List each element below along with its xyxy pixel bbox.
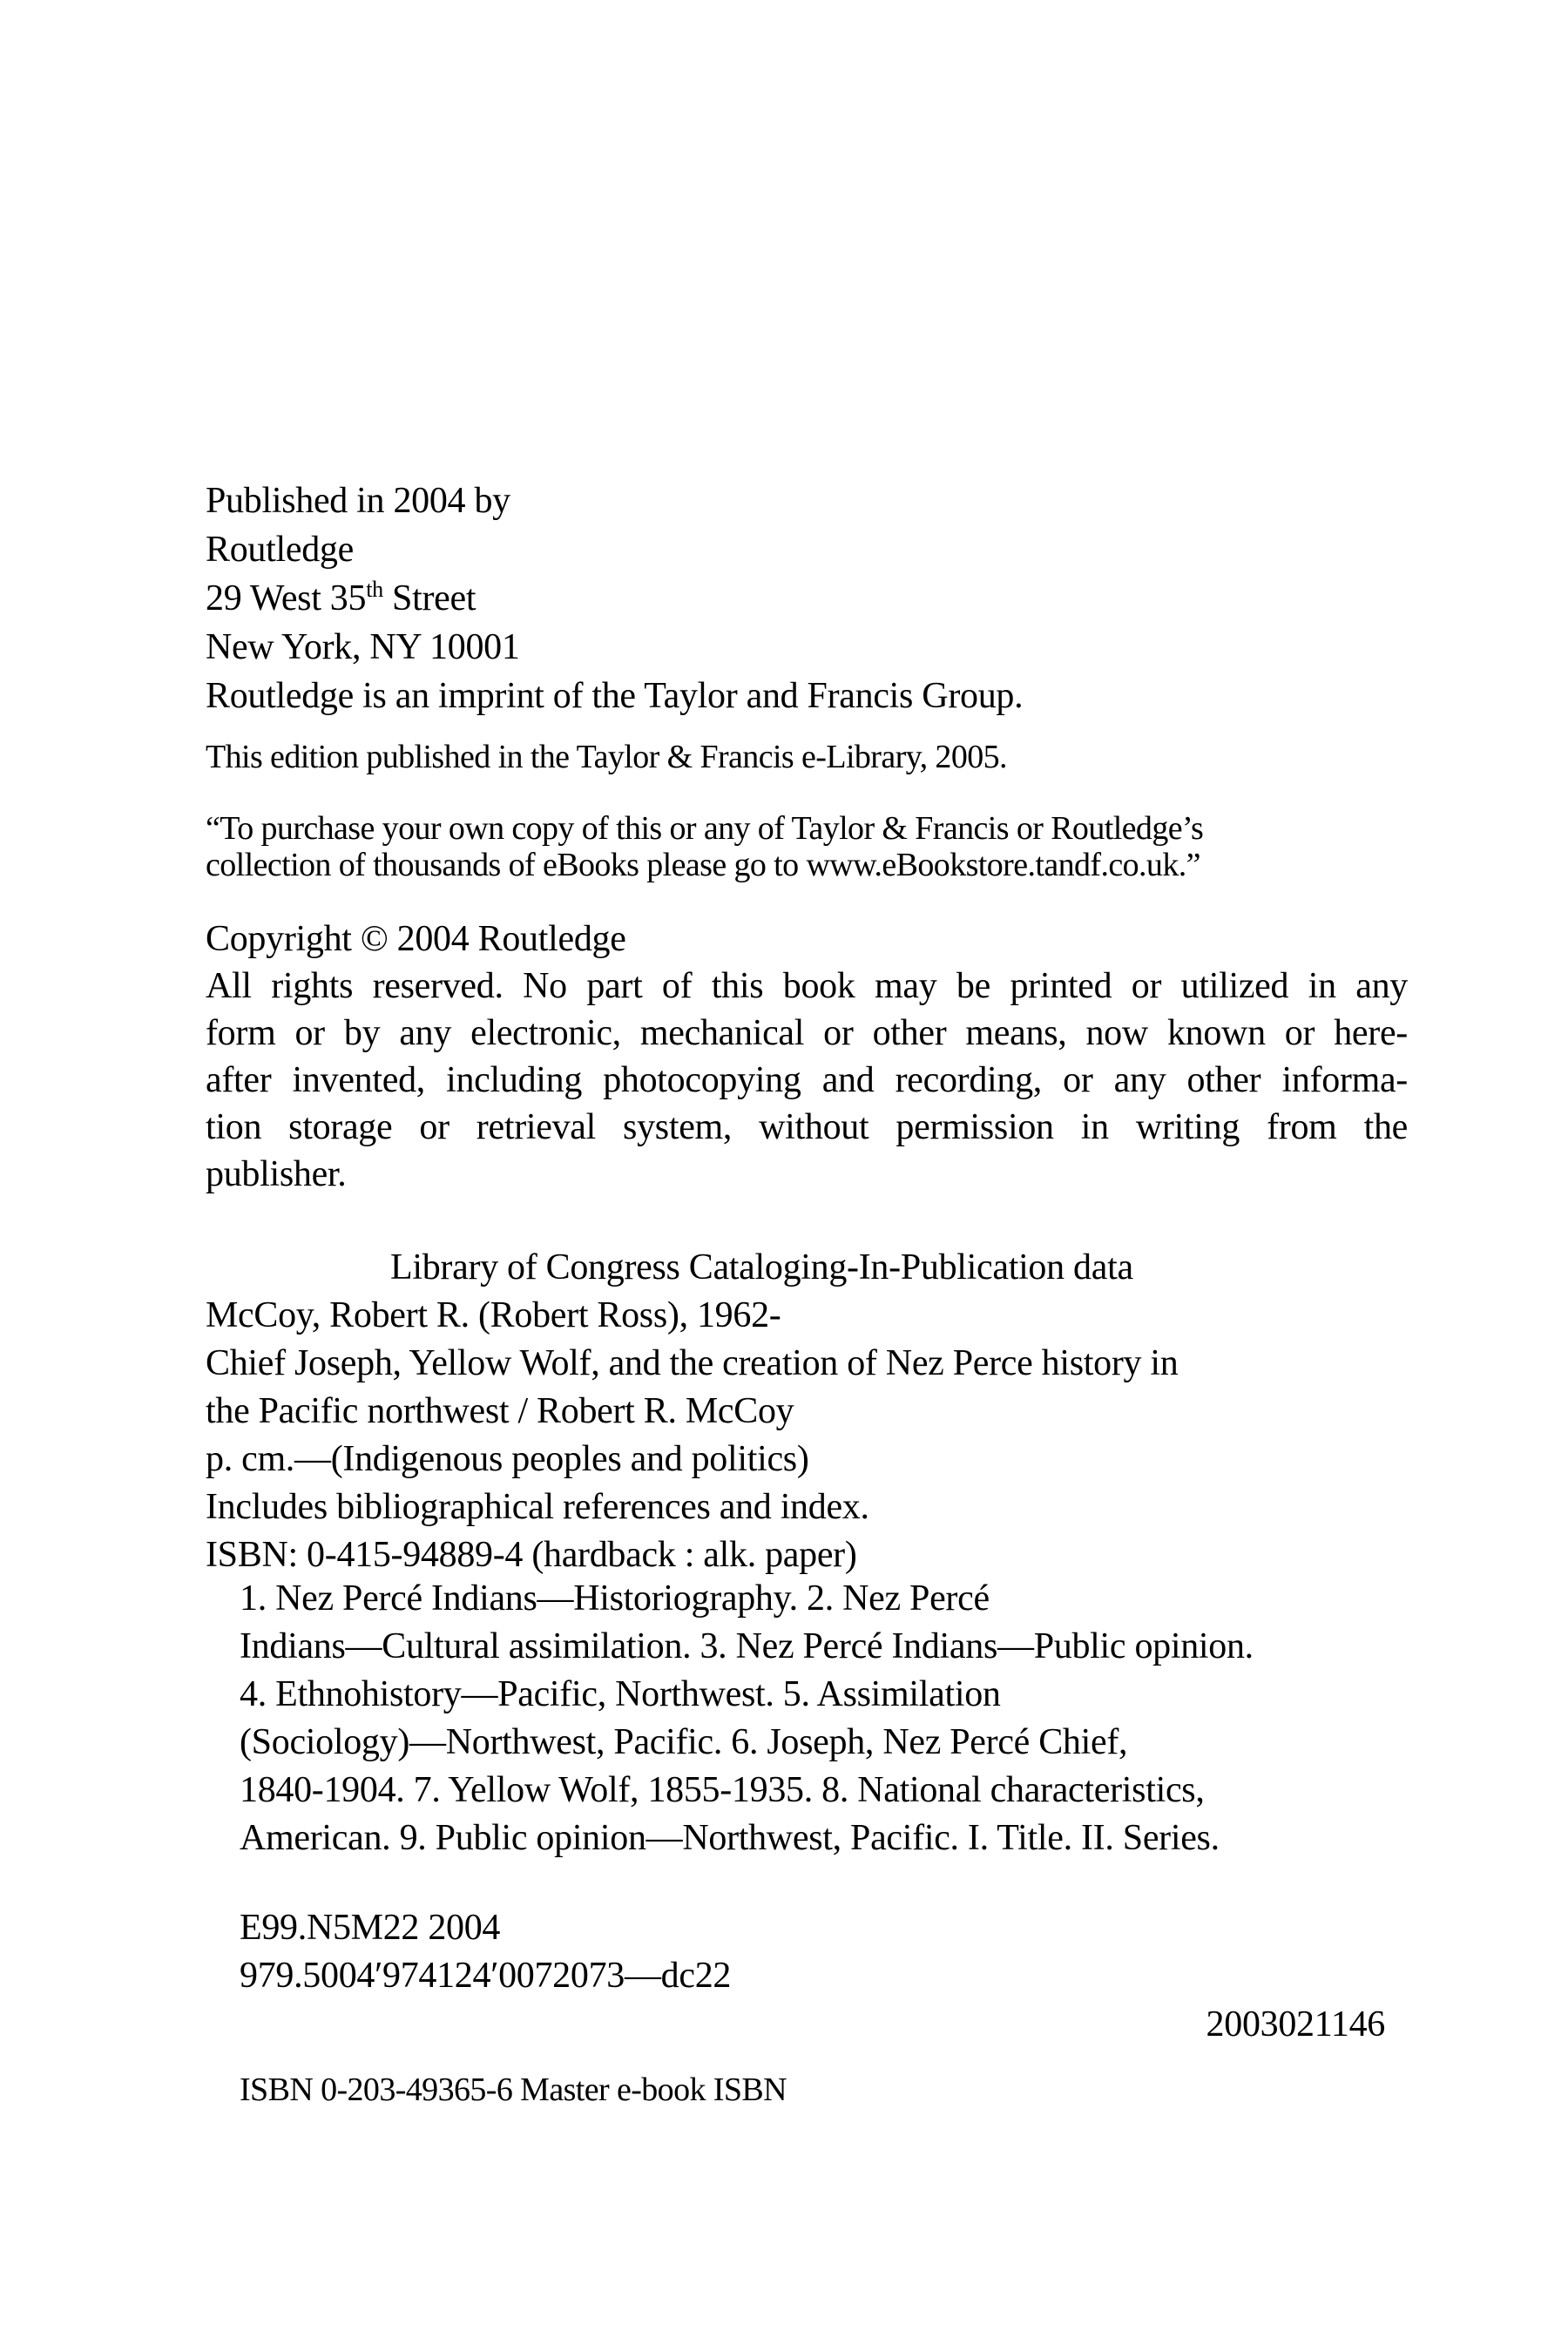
lc-call-number-line: E99.N5M22 2004 xyxy=(240,1908,501,1948)
edition-block xyxy=(206,739,1007,775)
loc-title-line: the Pacific northwest / Robert R. McCoy xyxy=(206,1391,794,1431)
street-number: 29 West 35 xyxy=(206,578,367,618)
imprint-line: Routledge is an imprint of the Taylor and Francis Group. xyxy=(206,676,1024,716)
dewey-number-line: 979.5004′974124′0072073—dc22 xyxy=(240,1956,732,1996)
call-number-block xyxy=(240,1904,731,2000)
lccn-number: 2003021146 xyxy=(1206,2004,1385,2044)
copyright-notice-line: Copyright © 2004 Routledge xyxy=(206,919,626,959)
subject-line: 4. Ethnohistory—Pacific, Northwest. 5. Assimilation xyxy=(240,1674,1001,1714)
ebook-isbn-block xyxy=(240,2072,787,2108)
loc-author-line: McCoy, Robert R. (Robert Ross), 1962- xyxy=(206,1295,781,1335)
purchase-quote-line: “To purchase your own copy of this or any of Taylor & Francis or Routledge’s xyxy=(206,810,1204,847)
loc-isbn-line: ISBN: 0-415-94889-4 (hardback : alk. paper) xyxy=(206,1535,857,1575)
purchase-quote-block xyxy=(206,810,1203,883)
rights-line: publisher. xyxy=(206,1154,347,1194)
purchase-quote-line: collection of thousands of eBooks please go to www.eBookstore.tandf.co.uk.” xyxy=(206,847,1200,883)
lccn-block xyxy=(1206,2000,1385,2049)
subject-line: (Sociology)—Northwest, Pacific. 6. Joseph, Nez Percé Chief, xyxy=(240,1722,1128,1762)
edition-line: This edition published in the Taylor & Francis e-Library, 2005. xyxy=(206,739,1007,775)
loc-title-line: Chief Joseph, Yellow Wolf, and the creation of Nez Perce history in xyxy=(206,1343,1179,1383)
publisher-name-line: Routledge xyxy=(206,530,354,570)
street-address-line xyxy=(206,574,1023,623)
subject-line: 1. Nez Percé Indians—Historiography. 2. Nez Percé xyxy=(240,1578,990,1619)
publisher-block xyxy=(206,476,1023,720)
loc-references-line: Includes bibliographical references and index. xyxy=(206,1487,869,1527)
street-ordinal-suffix: th xyxy=(366,577,383,602)
rights-line: after invented, including photocopying and recording, or any other informa- xyxy=(206,1060,1408,1100)
subject-line: 1840-1904. 7. Yellow Wolf, 1855-1935. 8. National characteristics, xyxy=(240,1770,1205,1810)
published-in-line: Published in 2004 by xyxy=(206,481,510,521)
copyright-block xyxy=(206,916,1408,1198)
subject-line: American. 9. Public opinion—Northwest, Pacific. I. Title. II. Series. xyxy=(240,1818,1220,1858)
ebook-isbn-line: ISBN 0-203-49365-6 Master e-book ISBN xyxy=(240,2072,787,2108)
rights-line: form or by any electronic, mechanical or other means, now known or here- xyxy=(206,1013,1408,1053)
rights-line: All rights reserved. No part of this book may be printed or utilized in any xyxy=(206,966,1408,1006)
rights-line: tion storage or retrieval system, without permission in writing from the xyxy=(206,1107,1408,1147)
loc-series-line: p. cm.—(Indigenous peoples and politics) xyxy=(206,1439,809,1479)
loc-cataloging-block xyxy=(206,1244,1179,1579)
loc-heading: Library of Congress Cataloging-In-Publication data xyxy=(390,1247,1133,1288)
street-word: Street xyxy=(382,578,476,618)
city-line: New York, NY 10001 xyxy=(206,627,520,667)
subject-line: Indians—Cultural assimilation. 3. Nez Percé Indians—Public opinion. xyxy=(240,1626,1254,1666)
subject-headings-block xyxy=(240,1575,1254,1862)
